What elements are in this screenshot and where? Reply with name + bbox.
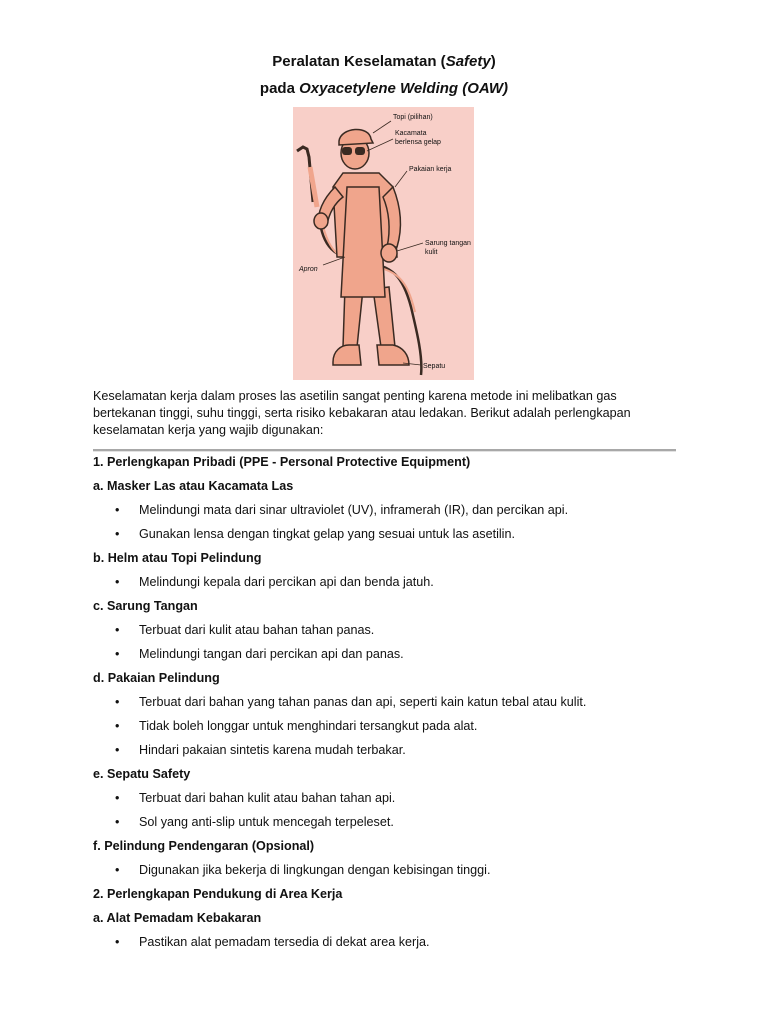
leader-sarung [397, 243, 423, 251]
label-topi: Topi (pilihan) [393, 114, 433, 121]
bullet-item: • Gunakan lensa dengan tingkat gelap yang sesuai untuk las asetilin. [93, 526, 693, 543]
horizontal-divider [93, 449, 676, 452]
goggle-lens-left [342, 147, 352, 155]
welder-figure-svg [293, 107, 474, 380]
document-title-line-2 [0, 78, 768, 100]
label-sepatu: Sepatu [423, 363, 446, 370]
bullet-item: • Hindari pakaian sintetis karena mudah terbakar. [93, 742, 693, 759]
section-heading: f. Pelindung Pendengaran (Opsional) [93, 839, 315, 853]
bullet-item: • Melindungi mata dari sinar ultraviolet (UV), inframerah (IR), dan percikan api. [93, 502, 693, 519]
section-heading: 2. Perlengkapan Pendukung di Area Kerja [93, 887, 343, 901]
document-body [93, 454, 693, 951]
title-text: Peralatan Keselamatan ( [272, 53, 446, 70]
shoe-right [377, 345, 409, 365]
bullet-item: • Melindungi kepala dari percikan api dan benda jatuh. [93, 574, 693, 591]
title-text-end: ) [490, 53, 496, 70]
leader-topi [373, 121, 391, 133]
title-italic: Safety [445, 53, 491, 70]
label-kacamata-line-1: Kacamata [395, 130, 427, 137]
section-heading: e. Sepatu Safety [93, 767, 191, 781]
bullet-item: • Terbuat dari bahan kulit atau bahan tahan api. [93, 790, 693, 807]
bullet-list [93, 790, 693, 831]
document-title-line-1 [0, 51, 768, 73]
bullet-list [93, 502, 693, 543]
glove-right [381, 244, 397, 262]
goggle-lens-right [355, 147, 365, 155]
label-sarung-line-1: Sarung tangan [425, 240, 471, 247]
section-heading: a. Masker Las atau Kacamata Las [93, 479, 294, 493]
section-heading: c. Sarung Tangan [93, 599, 198, 613]
label-pakaian: Pakaian kerja [409, 166, 452, 173]
bullet-item: • Melindungi tangan dari percikan api dan panas. [93, 646, 693, 663]
section-heading: d. Pakaian Pelindung [93, 671, 220, 685]
intro-paragraph: Keselamatan kerja dalam proses las asetilin sangat penting karena metode ini melibatkan gas bertekanan tinggi, suhu tinggi, serta risiko kebakaran atau ledakan. Berikut adalah perlengkapan keselamatan kerja yang wajib digunakan: [93, 389, 631, 437]
section-heading: b. Helm atau Topi Pelindung [93, 551, 262, 565]
torch-body [310, 167, 317, 207]
welder-safety-illustration [293, 107, 474, 380]
bullet-list [93, 574, 693, 591]
title-text: pada [259, 80, 300, 97]
shoe-left [333, 345, 361, 365]
section-heading: a. Alat Pemadam Kebakaran [93, 911, 262, 925]
label-kacamata-line-2: berlensa gelap [395, 139, 441, 146]
apron [341, 187, 385, 297]
bullet-list [93, 622, 693, 663]
bullet-list [93, 934, 693, 951]
glove-left [314, 213, 328, 229]
bullet-item: • Pastikan alat pemadam tersedia di dekat area kerja. [93, 934, 693, 951]
bullet-item: • Digunakan jika bekerja di lingkungan dengan kebisingan tinggi. [93, 862, 693, 879]
bullet-item: • Tidak boleh longgar untuk menghindari tersangkut pada alat. [93, 718, 693, 735]
label-sarung-line-2: kulit [425, 249, 438, 256]
leader-apron [323, 257, 345, 265]
label-apron: Apron [299, 266, 318, 273]
bullet-list [93, 862, 693, 879]
cap [339, 129, 373, 145]
section-heading: 1. Perlengkapan Pribadi (PPE - Personal Protective Equipment) [93, 455, 471, 469]
title-italic: Oxyacetylene Welding (OAW) [299, 80, 509, 97]
leader-pakaian [395, 171, 407, 187]
bullet-item: • Terbuat dari bahan yang tahan panas dan api, seperti kain katun tebal atau kulit. [93, 694, 693, 711]
bullet-list [93, 694, 693, 759]
bullet-item: • Terbuat dari kulit atau bahan tahan panas. [93, 622, 693, 639]
bullet-item: • Sol yang anti-slip untuk mencegah terpeleset. [93, 814, 693, 831]
